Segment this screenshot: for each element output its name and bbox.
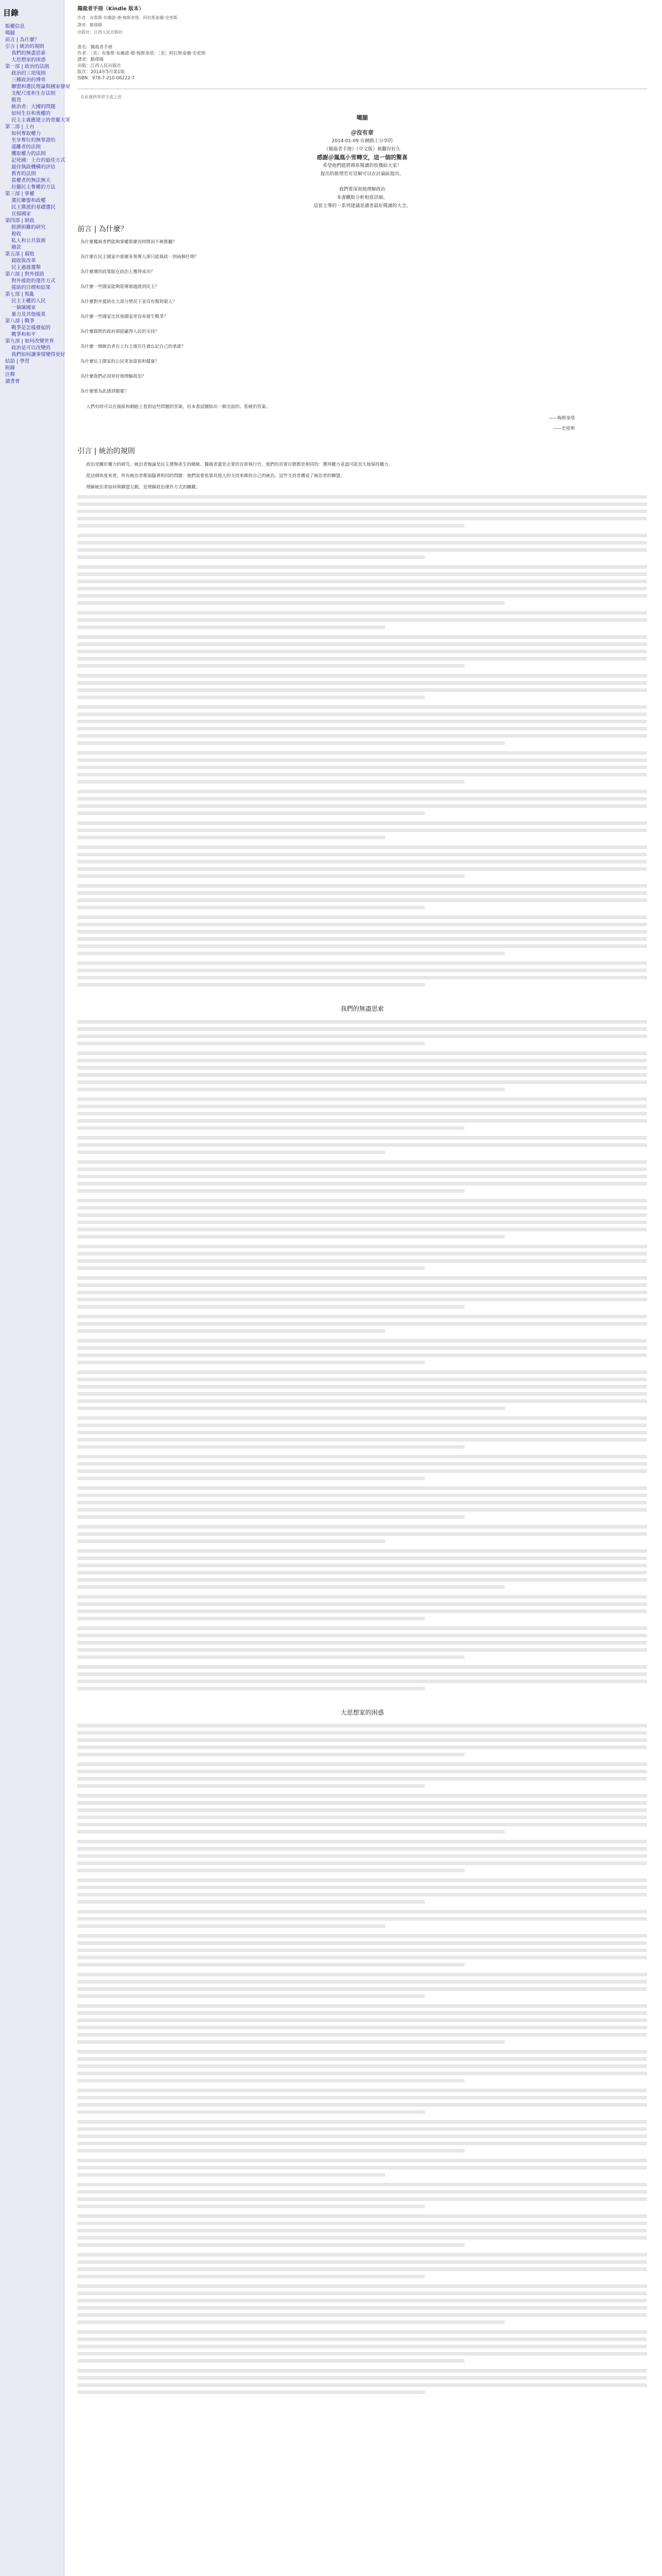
toc-link[interactable]: 當權者的無法無天 [11, 178, 51, 183]
praise-line: ＠沒有章 [351, 129, 374, 136]
toc-link[interactable]: 第六部 | 對外援助 [5, 272, 44, 277]
toc-link[interactable]: 注釋 [5, 372, 15, 378]
text-paragraph-placeholder [77, 1339, 647, 1364]
toc-link[interactable]: 撥款 [11, 245, 22, 250]
toc-link[interactable]: 前言 | 為什麼？ [5, 37, 40, 43]
text-paragraph-placeholder [77, 2183, 647, 2208]
toc-link[interactable]: 民主過渡選舉 [11, 265, 41, 270]
question-item: 為什麼一個統治者在上台之後往往會忘記自己的承諾？ [80, 344, 186, 349]
text-paragraph-placeholder [77, 1052, 647, 1091]
body-paragraph: 理解統治者如何與聯盟互動，是理解政治運作方式的關鍵。 [86, 485, 201, 490]
book-title: 獨裁者手冊（Kindle 版本） [77, 6, 144, 12]
toc-link[interactable]: 三種政治的博弈 [11, 77, 46, 83]
question-item: 為什麼一些國家比其他國家更容易發生戰爭？ [80, 314, 169, 319]
text-paragraph-placeholder [77, 1910, 647, 1928]
attribution-line: ——史密斯 [553, 426, 575, 431]
praise-line: 希望他們能將佛系閱讀的收獲給大家！ [322, 163, 402, 168]
toc-link[interactable]: 大思想家的困惑 [11, 57, 46, 63]
praise-line: 本書觀點分析相當詳細。 [336, 195, 388, 200]
toc-link[interactable]: 第四部 | 財政 [5, 218, 35, 224]
praise-line: 這套主導的一系列建議是讀者最好閱讀的大全。 [313, 204, 411, 209]
book-info-block [77, 44, 647, 81]
section-heading-2: 大思想家的困惑 [340, 1709, 384, 1716]
toc-link[interactable]: 聯盟和選民理論與國家發展 [11, 84, 71, 90]
toc-link[interactable]: 支配尺度和生存法則 [11, 91, 56, 96]
question-item: 為什麼要為此感到擔憂？ [80, 389, 129, 394]
toc-link[interactable]: 第七部 | 叛亂 [5, 292, 35, 297]
text-paragraph-placeholder [77, 790, 647, 815]
question-item: 為什麼一些國家能夠從專制過渡到民主？ [80, 284, 160, 290]
text-paragraph-placeholder [77, 1160, 647, 1193]
body-paragraph: 政治是關於權力的研究。統治者無論是民主選舉產生的總統、獨裁者還是企業的首席執行官，他們的首要目標都是相同的：獲得權力並盡可能長久地保持權力。 [86, 462, 393, 467]
toc-link[interactable]: 民主黨派的基礎選民 [11, 205, 56, 210]
info-line: 作者：［美］布魯斯·布爾諾·德·梅斯奎塔；［美］阿拉斯泰爾·史密斯 [77, 51, 206, 56]
toc-link[interactable]: 讀書會 [5, 379, 20, 384]
toc-link[interactable]: 第八部 | 戰爭 [5, 318, 35, 324]
toc-link[interactable]: 政治的三項規則 [11, 71, 46, 76]
toc-link[interactable]: 記死國：上台的最佳方式 [11, 158, 65, 163]
text-paragraph-placeholder [77, 611, 647, 629]
text-paragraph-placeholder [77, 916, 647, 955]
praise-line: 提出的推理若有見解可以在討論區提出。 [320, 172, 404, 177]
praise-line: 我們要深刻地理解政治 [339, 187, 386, 192]
text-paragraph-placeholder [77, 1840, 647, 1872]
toc-link[interactable]: 引言 | 統治的規則 [5, 44, 44, 49]
praise-line: 2014-01-09 在網路上分享的 [332, 139, 393, 144]
toc-link[interactable]: 噶腿 [5, 30, 15, 36]
info-line: 譯者：駱偉陽 [77, 57, 104, 62]
text-paragraph-placeholder [77, 1762, 647, 1788]
toc-link[interactable]: 第二部 | 上台 [5, 124, 35, 130]
document-content [77, 4, 647, 2400]
info-line: 出版：江西人民出版社 [77, 63, 122, 69]
toc-link[interactable]: 拉攏民主奪權的方法 [11, 184, 56, 190]
toc-link[interactable]: 如何奪取權力 [11, 131, 41, 137]
toc-link[interactable]: 政治是可以改變的 [11, 345, 51, 351]
toc-link[interactable]: 稅收 [11, 231, 22, 237]
text-paragraph-placeholder [77, 1370, 647, 1410]
question-item: 為什麼壞的政策能在政治上獲得成功？ [80, 269, 155, 275]
text-paragraph-placeholder [77, 2120, 647, 2153]
toc-link[interactable]: 宣揚國家 [11, 211, 31, 217]
toc-link[interactable]: 第九部 | 如何改變世界 [5, 338, 54, 344]
text-paragraph-placeholder [77, 1315, 647, 1333]
section-heading-1: 我們的無盡思索 [340, 1005, 384, 1012]
praise-heading: 噶腿 [356, 114, 368, 121]
toc-link[interactable]: 第一部 | 政治的法則 [5, 64, 49, 70]
toc-link[interactable]: 坐享奪位的無罪證的 [11, 138, 56, 143]
table-of-contents-sidebar [0, 0, 71, 2576]
text-paragraph-placeholder [77, 821, 647, 839]
text-paragraph-placeholder [77, 961, 647, 987]
text-paragraph-placeholder [77, 1245, 647, 1270]
text-paragraph-placeholder [77, 1525, 647, 1543]
text-paragraph-placeholder [77, 2330, 647, 2363]
meta-line: 作者：布魯斯·布爾諾·德·梅斯奎塔、阿拉斯泰爾·史密斯 [77, 15, 178, 20]
body-text-block [77, 1724, 647, 2394]
book-meta [77, 15, 647, 35]
text-paragraph-placeholder [77, 1455, 647, 1480]
meta-line: 譯者：駱偉陽 [77, 23, 102, 27]
meta-line: 出版社：江西人民出版社 [77, 30, 123, 35]
preface-heading: 前言 | 為什麼？ [77, 225, 128, 233]
text-paragraph-placeholder [77, 751, 647, 784]
toc-link[interactable]: 援助的目標和結果 [11, 285, 51, 291]
text-paragraph-placeholder [77, 2089, 647, 2114]
text-paragraph-placeholder [77, 635, 647, 668]
question-item: 為什麼獨裁者們能夠掌權那麼長時間而不被推翻？ [80, 240, 177, 245]
praise-lines-2 [77, 185, 647, 210]
toc-link[interactable]: 我們的無盡思索 [11, 50, 46, 56]
text-paragraph-placeholder [77, 1626, 647, 1659]
text-paragraph-placeholder [77, 674, 647, 699]
text-paragraph-placeholder [77, 1276, 647, 1309]
text-paragraph-placeholder [77, 2369, 647, 2394]
toc-link[interactable]: 腐敗與改革 [11, 258, 36, 264]
text-paragraph-placeholder [77, 2050, 647, 2082]
text-paragraph-placeholder [77, 1595, 647, 1620]
text-paragraph-placeholder [77, 884, 647, 909]
text-paragraph-placeholder [77, 1878, 647, 1904]
toc-link[interactable]: 經濟困難的研究 [11, 225, 46, 230]
text-paragraph-placeholder [77, 1549, 647, 1589]
toc-link[interactable]: 敬畏 [11, 97, 22, 103]
intro-heading: 引言 | 統治的規則 [77, 447, 135, 455]
text-paragraph-placeholder [77, 1724, 647, 1756]
toc-link[interactable]: 版權信息 [5, 24, 25, 29]
text-paragraph-placeholder [77, 1097, 647, 1130]
text-paragraph-placeholder [77, 1416, 647, 1449]
praise-lines [77, 129, 647, 178]
text-paragraph-placeholder [77, 705, 647, 745]
toc-link[interactable]: 統治者：大國的問題 [11, 104, 56, 110]
info-line: 版次：2014年5月第1版 [77, 70, 125, 75]
toc-link[interactable]: 民主主義應建立的普羅大眾 [11, 117, 71, 123]
text-paragraph-placeholder [77, 1136, 647, 1154]
toc-link[interactable]: 對外援助的運作方式 [11, 278, 56, 284]
toc-title: 目錄 [3, 8, 19, 18]
text-paragraph-placeholder [77, 1973, 647, 1998]
toc-link[interactable]: 教育的法則 [11, 171, 36, 177]
toc-link[interactable]: 私人和公共資源 [11, 238, 46, 244]
text-paragraph-placeholder [77, 565, 647, 605]
intro-body [77, 461, 647, 491]
text-paragraph-placeholder [77, 1665, 647, 1690]
text-paragraph-placeholder [77, 1199, 647, 1239]
toc-link[interactable]: 戰爭是怎樣發起的 [11, 325, 51, 331]
text-paragraph-placeholder [77, 495, 647, 528]
body-text-block [77, 495, 647, 987]
toc-link[interactable]: 一個壞國家 [11, 305, 36, 311]
text-paragraph-placeholder [77, 1020, 647, 1045]
question-item: 為什麼腐敗的政府卻能贏得人民的支持？ [80, 329, 160, 334]
question-item: 為什麼對外援助在大部分情況下並沒有幫助窮人？ [80, 299, 177, 304]
toc-link[interactable]: 民主主權的人民 [11, 298, 46, 304]
toc-link[interactable]: 暴力及其他後果 [11, 312, 46, 317]
text-paragraph-placeholder [77, 2214, 647, 2247]
toc-list [0, 23, 71, 385]
text-paragraph-placeholder [77, 1486, 647, 1519]
body-paragraph: 從這個角度來看，所有統治者都面臨著相同的問題：他們需要依靠其他人的支持來維持自己的統治。這些支持者構成了統治者的聯盟。 [86, 473, 345, 479]
toc-link[interactable]: 最佳執政機構的評估 [11, 164, 56, 170]
toc-link[interactable]: 攫取權力的法則 [11, 151, 46, 157]
text-paragraph-placeholder [77, 2159, 647, 2177]
question-item: 為什麼在民主國家中那麼多領導人卻只能執政一到兩個任期？ [80, 255, 199, 260]
body-text-block [77, 1020, 647, 1690]
text-paragraph-placeholder [77, 2253, 647, 2278]
text-paragraph-placeholder [77, 845, 647, 878]
info-line: 書名：獨裁者手冊 [77, 45, 113, 50]
toc-link[interactable]: 第三部 | 掌權 [5, 191, 35, 197]
text-paragraph-placeholder [77, 2284, 647, 2324]
praise-line: 《獨裁者手冊》（中文版）被翻存好久 [324, 147, 401, 152]
praise-line: 感謝＠鳳凰小雪轉交，這一個的驚喜 [317, 154, 408, 161]
toc-link[interactable]: 戰爭和和平 [11, 332, 36, 337]
text-paragraph-placeholder [77, 2004, 647, 2044]
toc-link[interactable]: 附錄 [5, 365, 15, 371]
toc-link[interactable]: 第五部 | 腐敗 [5, 251, 35, 257]
text-paragraph-placeholder [77, 534, 647, 559]
toc-link[interactable]: 選民聯盟和政權 [11, 198, 46, 204]
question-item: 為什麼民主國家的公民更加富裕和健康？ [80, 359, 160, 364]
toc-link[interactable]: 如何生存和喪權的 [11, 111, 51, 116]
epigraph: 在此僅供學習交流之用 [80, 95, 122, 99]
preface-attribution [77, 415, 647, 432]
toc-link[interactable]: 遠離者的法則 [11, 144, 41, 150]
info-line: ISBN：978-7-210-06222-7 [77, 76, 135, 81]
question-item: 為什麼我們必須更好地理解政治？ [80, 374, 146, 379]
text-paragraph-placeholder [77, 1794, 647, 1834]
attribution-line: ——梅斯奎塔 [548, 416, 575, 421]
preface-question-list [77, 239, 647, 395]
toc-link[interactable]: 我們如何讓事情變得更好 [11, 352, 65, 358]
text-paragraph-placeholder [77, 1934, 647, 1967]
preface-closing: 人們有時可以在報紙和網路上看到這些問題的答案。但本書試圖給出一個全面的、系統的答案。 [86, 404, 271, 410]
toc-link[interactable]: 結語 | 學習 [5, 359, 30, 364]
